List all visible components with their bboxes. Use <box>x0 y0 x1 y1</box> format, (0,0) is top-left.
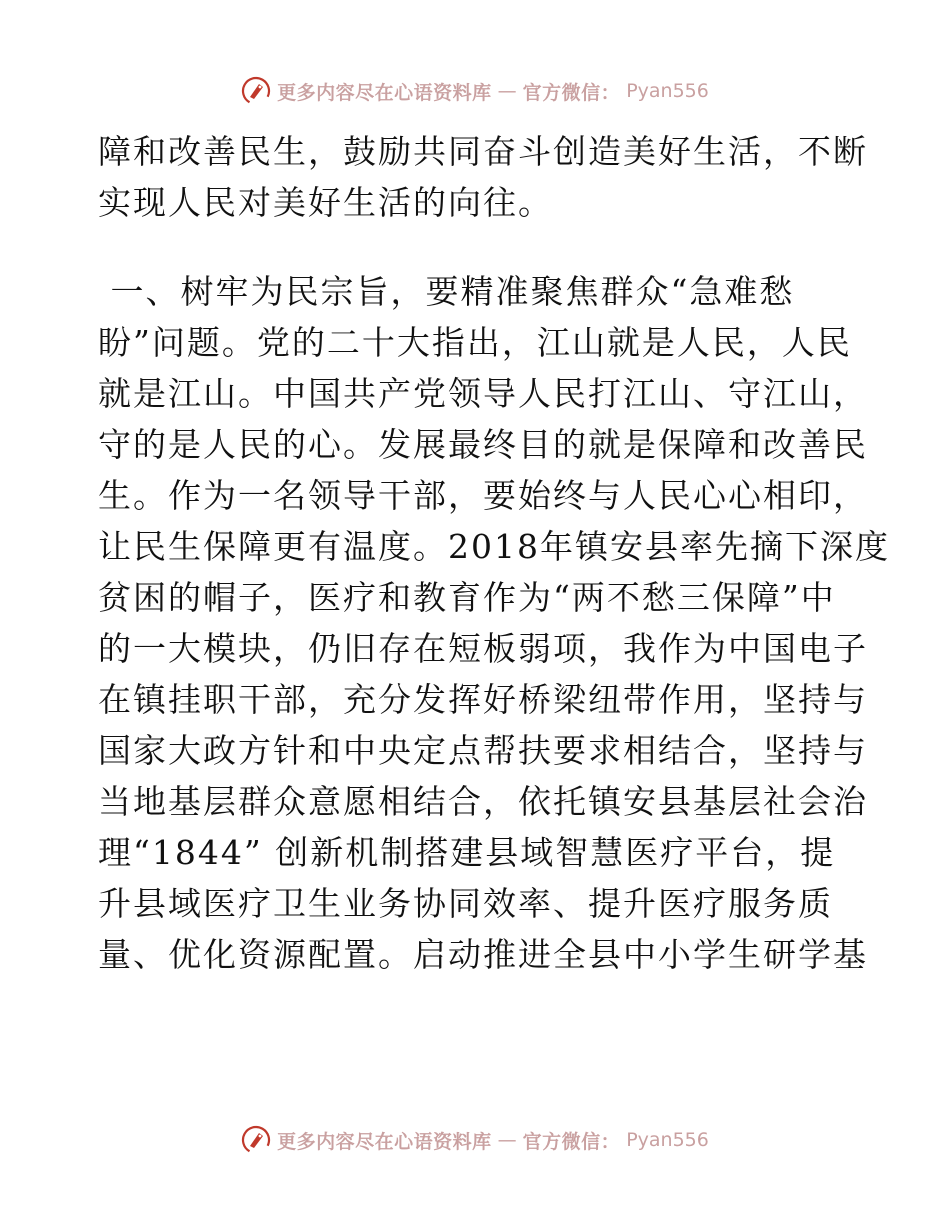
watermark-site-text: 更多内容尽在心语资料库 <box>277 81 492 104</box>
watermark-wechat-id: Pyan556 <box>626 1129 709 1151</box>
watermark-wechat-id: Pyan556 <box>626 80 709 102</box>
watermark-separator: — <box>497 80 517 102</box>
watermark-site-text: 更多内容尽在心语资料库 <box>277 1130 492 1153</box>
watermark-separator: — <box>497 1129 517 1151</box>
paragraph-intro <box>98 126 868 228</box>
text-line: 生。作为一名领导干部，要始终与人民心心相印， <box>98 476 868 515</box>
pen-nib-logo-icon <box>241 1125 271 1155</box>
text-line: 贫困的帽子，医疗和教育作为“两不愁三保障”中 <box>98 578 836 617</box>
paragraph-section-one <box>98 266 890 980</box>
section-heading-line: 一、树牢为民宗旨，要精准聚焦群众“急难愁 <box>98 272 795 311</box>
text-line: 盼”问题。党的二十大指出，江山就是人民，人民 <box>98 323 852 362</box>
text-line: 守的是人民的心。发展最终目的就是保障和改善民 <box>98 425 868 464</box>
document-body <box>98 126 890 980</box>
text-line: 国家大政方针和中央定点帮扶要求相结合，坚持与 <box>98 731 868 770</box>
text-line: 量、优化资源配置。启动推进全县中小学生研学基 <box>98 935 868 974</box>
text-line: 当地基层群众意愿相结合，依托镇安县基层社会治 <box>98 782 868 821</box>
text-line: 实现人民对美好生活的向往。 <box>98 183 553 222</box>
watermark-wechat-label: 官方微信： <box>522 1130 621 1153</box>
pen-nib-logo-icon <box>241 76 271 106</box>
text-line: 在镇挂职干部，充分发挥好桥梁纽带作用，坚持与 <box>98 680 868 719</box>
text-line: 升县域医疗卫生业务协同效率、提升医疗服务质 <box>98 884 833 923</box>
footer-watermark <box>0 1120 950 1160</box>
header-watermark <box>0 71 950 111</box>
text-line: 障和改善民生，鼓励共同奋斗创造美好生活，不断 <box>98 132 868 171</box>
text-line: 让民生保障更有温度。2018年镇安县率先摘下深度 <box>98 527 890 566</box>
watermark-wechat-label: 官方微信： <box>522 81 621 104</box>
text-line: 的一大模块，仍旧存在短板弱项，我作为中国电子 <box>98 629 868 668</box>
text-line: 理“1844” 创新机制搭建县域智慧医疗平台，提 <box>98 833 836 872</box>
text-line: 就是江山。中国共产党领导人民打江山、守江山， <box>98 374 868 413</box>
